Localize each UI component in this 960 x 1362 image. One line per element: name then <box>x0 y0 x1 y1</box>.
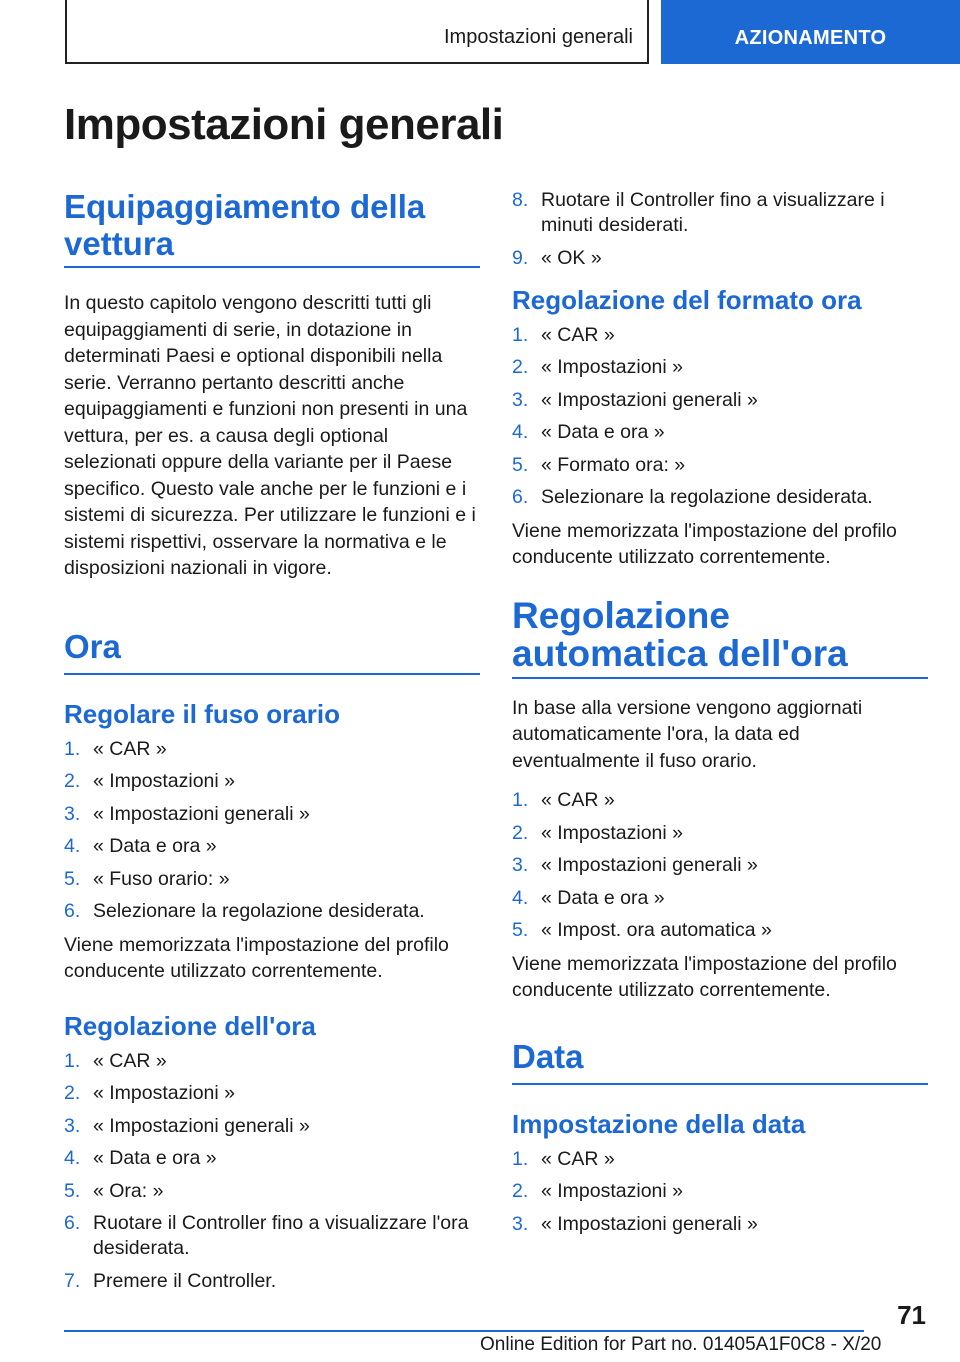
list-item <box>64 1081 480 1106</box>
step-number: 2. <box>64 770 81 792</box>
footer-divider <box>64 1330 864 1332</box>
list-item <box>512 821 928 846</box>
step-text: « OK » <box>541 246 602 269</box>
subsection-title-time-format: Regolazione del formato ora <box>512 284 862 315</box>
header-section-title: Impostazioni generali <box>444 26 633 48</box>
list-item <box>512 388 928 413</box>
step-text: « Impostazioni » <box>541 1180 683 1202</box>
page-number: 71 <box>897 1300 926 1330</box>
list-item <box>512 1147 928 1172</box>
list-item <box>512 323 928 348</box>
list-item <box>512 918 928 943</box>
list-item <box>512 246 928 271</box>
auto-time-steps <box>512 788 928 943</box>
subsection-title-set-date: Impostazione della data <box>512 1108 806 1139</box>
step-number: 6. <box>64 1212 81 1234</box>
step-number: 1. <box>64 737 81 760</box>
list-item <box>64 1269 480 1294</box>
step-number: 1. <box>512 1147 529 1170</box>
list-item <box>512 355 928 380</box>
list-item <box>64 1146 480 1171</box>
list-item <box>64 1114 480 1139</box>
list-item <box>512 853 928 878</box>
step-text: « Impostazioni » <box>541 821 683 844</box>
step-number: 6. <box>512 486 529 508</box>
list-item <box>64 737 480 762</box>
time-format-steps <box>512 323 928 511</box>
subsection-title-timezone: Regolare il fuso orario <box>64 698 340 729</box>
step-number: 4. <box>512 421 529 443</box>
list-item <box>512 453 928 478</box>
step-number: 1. <box>512 323 529 346</box>
step-number: 3. <box>512 854 529 876</box>
timezone-note: Viene memorizzata l'impostazione del profilo conducente utilizzato correntemente. <box>64 933 449 982</box>
step-text: Selezionare la regolazione desiderata. <box>93 900 425 922</box>
section-title-equipment: Equipaggiamento della vettura <box>64 188 480 268</box>
step-text: « Data e ora » <box>541 421 665 443</box>
step-number: 4. <box>64 835 81 857</box>
step-number: 2. <box>64 1082 81 1104</box>
step-number: 4. <box>64 1147 81 1169</box>
step-text: « Impostazioni » <box>93 770 235 792</box>
footer-edition: Online Edition for Part no. 01405A1F0C8 - X/20 <box>480 1334 882 1355</box>
list-item <box>64 1049 480 1074</box>
list-item <box>512 188 928 238</box>
list-item <box>512 1179 928 1204</box>
step-number: 3. <box>64 802 81 825</box>
step-text: « CAR » <box>541 789 615 811</box>
step-text: « Impostazioni generali » <box>541 854 758 876</box>
step-text: « Impostazioni » <box>93 1082 235 1104</box>
list-item <box>512 788 928 813</box>
step-text: « Data e ora » <box>541 886 665 909</box>
step-number: 7. <box>64 1269 81 1292</box>
step-text: « CAR » <box>541 323 615 346</box>
set-time-steps-continued <box>512 188 928 271</box>
list-item <box>64 802 480 827</box>
step-text: Premere il Controller. <box>93 1269 277 1292</box>
list-item <box>512 485 928 510</box>
step-text: « Impostazioni generali » <box>93 802 310 825</box>
list-item <box>64 899 480 924</box>
step-text: « Impostazioni generali » <box>541 388 758 411</box>
set-time-steps <box>64 1049 480 1294</box>
step-number: 5. <box>512 919 529 941</box>
right-column <box>512 188 928 1244</box>
list-item <box>64 769 480 794</box>
step-number: 6. <box>64 900 81 922</box>
header-section-box <box>65 0 649 64</box>
section-title-auto-time: Regolazione automatica dell'ora <box>512 597 928 679</box>
step-number: 5. <box>64 1179 81 1202</box>
step-text: « Data e ora » <box>93 1147 217 1169</box>
step-number: 2. <box>512 356 529 378</box>
step-text: « Impost. ora automatica » <box>541 919 772 941</box>
step-text: « CAR » <box>93 1049 167 1072</box>
list-item <box>512 1212 928 1237</box>
auto-time-paragraph: In base alla versione vengono aggiornati automaticamente l'ora, la data ed eventualmente il fuso orario. <box>512 696 863 772</box>
section-title-date: Data <box>512 1038 928 1085</box>
step-number: 2. <box>512 821 529 844</box>
step-number: 3. <box>512 1212 529 1235</box>
auto-time-note: Viene memorizzata l'impostazione del profilo conducente utilizzato correntemente. <box>512 952 897 1001</box>
step-text: « Formato ora: » <box>541 453 686 476</box>
time-format-note: Viene memorizzata l'impostazione del profilo conducente utilizzato correntemente. <box>512 519 897 568</box>
step-text: Ruotare il Controller fino a visualizzare l'ora desiderata. <box>93 1212 469 1259</box>
step-text: « Fuso orario: » <box>93 867 230 890</box>
page-title: Impostazioni generali <box>64 100 504 149</box>
list-item <box>64 1179 480 1204</box>
step-number: 1. <box>512 789 529 811</box>
step-text: Selezionare la regolazione desiderata. <box>541 486 873 508</box>
step-text: « CAR » <box>541 1147 615 1170</box>
step-number: 3. <box>64 1114 81 1137</box>
set-date-steps <box>512 1147 928 1237</box>
step-number: 3. <box>512 388 529 411</box>
step-number: 4. <box>512 886 529 909</box>
step-number: 9. <box>512 246 529 269</box>
step-number: 5. <box>64 867 81 890</box>
timezone-steps <box>64 737 480 925</box>
step-text: « Impostazioni generali » <box>541 1212 758 1235</box>
list-item <box>512 886 928 911</box>
list-item <box>512 420 928 445</box>
list-item <box>64 1211 480 1261</box>
step-text: « Ora: » <box>93 1179 164 1202</box>
left-column <box>64 188 480 1301</box>
step-number: 2. <box>512 1180 529 1202</box>
step-text: Ruotare il Controller fino a visualizzare i minuti desiderati. <box>541 189 885 236</box>
step-number: 5. <box>512 453 529 476</box>
list-item <box>64 867 480 892</box>
subsection-title-set-time: Regolazione dell'ora <box>64 1010 316 1041</box>
section-title-time: Ora <box>64 628 480 675</box>
step-text: « Impostazioni » <box>541 356 683 378</box>
step-number: 1. <box>64 1049 81 1072</box>
header-chapter-tab[interactable]: AZIONAMENTO <box>661 0 960 64</box>
step-text: « CAR » <box>93 737 167 760</box>
equipment-paragraph: In questo capitolo vengono descritti tutti gli equipaggiamenti di serie, in dotazione in determinati Paesi e optional disponibili nella serie. Verranno pertanto descritti anche equipaggiamenti e funzioni non presenti in una vettura, per es. a causa degli optional selezionati oppure della variante per il Paese specifico. Questo vale anche per le funzioni e i sistemi di sicurezza. Per utilizzare le funzioni e i sistemi rispettivi, osservare la normativa e le disposizioni nazionali in vigore. <box>64 292 476 579</box>
step-number: 8. <box>512 189 529 211</box>
step-text: « Data e ora » <box>93 835 217 857</box>
list-item <box>64 834 480 859</box>
step-text: « Impostazioni generali » <box>93 1114 310 1137</box>
